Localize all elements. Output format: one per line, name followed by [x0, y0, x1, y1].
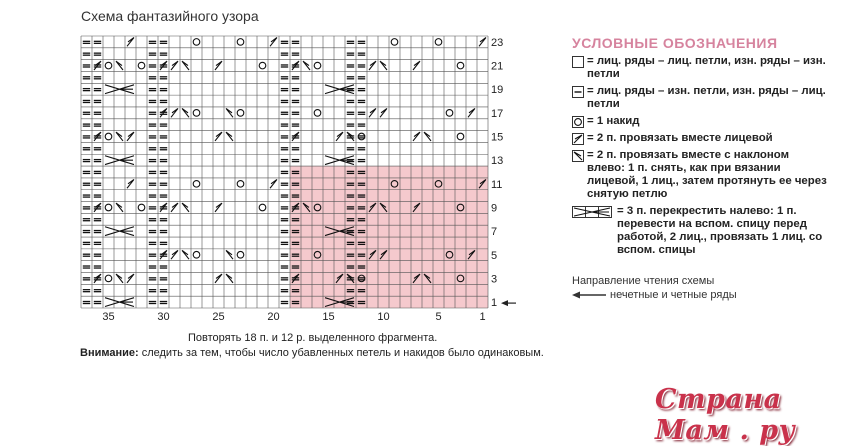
yo-mark: [193, 110, 200, 117]
column-label: 30: [157, 311, 170, 323]
yo-mark: [457, 133, 464, 140]
row-label: 21: [491, 60, 504, 73]
row-label: 5: [491, 249, 498, 262]
legend-item-text: = лиц. ряды – изн. петли, изн. ряды – лиц. петли: [587, 85, 826, 110]
skp-mark: [116, 203, 123, 212]
k2tog-mark: [479, 38, 486, 47]
legend-item-empty-cell: [572, 55, 852, 81]
skp-mark: [116, 61, 123, 70]
repeat-note: Повторять 18 п. и 12 р. выделенного фрагмента.: [188, 332, 438, 344]
k2tog-mark: [270, 38, 277, 47]
yo-mark: [138, 62, 145, 69]
legend-item-text: = 1 накид: [587, 115, 640, 127]
k2tog-mark: [171, 108, 178, 117]
k2tog-mark: [336, 132, 343, 141]
legend-item-cross3-cell: [572, 205, 852, 257]
skp-mark: [226, 132, 233, 141]
site-watermark: Страна Мам . ру: [655, 384, 796, 446]
row-1-arrow: [501, 300, 516, 306]
row-label: 23: [491, 36, 504, 49]
yo-mark: [237, 39, 244, 46]
left-arrow-icon: [572, 291, 606, 299]
chart-title: Схема фантазийного узора: [81, 8, 259, 24]
legend-item-text: = 3 п. перекрестить налево: 1 п. перевести на вспом. спицу перед работой, 2 лиц., провязать 1 лиц. со вспом. спицы: [617, 205, 823, 256]
yo-mark: [105, 62, 112, 69]
skp-mark: [424, 132, 431, 141]
yo-mark: [446, 110, 453, 117]
legend-item-k2tog-cell: [572, 132, 852, 145]
yo-mark: [138, 204, 145, 211]
yo-mark: [314, 62, 321, 69]
legend: [572, 35, 852, 261]
yo-mark: [237, 110, 244, 117]
cross3-mark: [105, 156, 134, 165]
yo-mark: [237, 251, 244, 258]
yo-mark: [105, 204, 112, 211]
row-label: 13: [491, 155, 504, 168]
reading-direction-label: нечетные и четные ряды: [610, 289, 737, 301]
yo-mark: [435, 39, 442, 46]
k2tog-mark: [468, 108, 475, 117]
row-label: 1: [491, 297, 498, 310]
k2tog-cell-icon: [572, 133, 584, 145]
column-label: 25: [212, 311, 225, 323]
yo-mark: [391, 39, 398, 46]
k2tog-mark: [215, 61, 222, 70]
warning-text: следить за тем, чтобы число убавленных петель и накидов было одинаковым.: [138, 347, 544, 359]
skp-mark: [226, 250, 233, 259]
yo-mark: [193, 181, 200, 188]
empty-cell-icon: [572, 56, 584, 68]
skp-mark: [182, 108, 189, 117]
legend-item-skp-cell: [572, 149, 852, 201]
k2tog-mark: [127, 274, 134, 283]
row-label: 19: [491, 84, 504, 97]
yo-mark: [105, 275, 112, 282]
legend-item-dash-cell: [572, 85, 852, 111]
knitting-chart: [0, 0, 520, 330]
k2tog-mark: [171, 250, 178, 259]
yo-mark: [193, 39, 200, 46]
k2tog-mark: [369, 108, 376, 117]
skp-mark: [380, 61, 387, 70]
legend-title: УСЛОВНЫЕ ОБОЗНАЧЕНИЯ: [572, 35, 778, 51]
legend-item-text: = 2 п. провязать вместе лицевой: [587, 132, 773, 144]
skp-mark: [116, 274, 123, 283]
column-label: 15: [322, 311, 335, 323]
k2tog-mark: [215, 203, 222, 212]
column-label: 1: [479, 311, 486, 323]
warning-note: [80, 347, 544, 359]
skp-mark: [182, 61, 189, 70]
dash-cell-icon: [572, 86, 584, 98]
skp-mark: [182, 203, 189, 212]
reading-direction-title: Направление чтения схемы: [572, 275, 715, 287]
k2tog-mark: [171, 61, 178, 70]
row-label: 15: [491, 131, 504, 144]
row-label: 11: [491, 178, 503, 191]
warning-label: Внимание:: [80, 347, 139, 359]
cross3-mark: [325, 85, 354, 94]
k2tog-mark: [127, 38, 134, 47]
column-label: 35: [102, 311, 115, 323]
yo-mark: [237, 181, 244, 188]
k2tog-mark: [413, 61, 420, 70]
skp-mark: [116, 132, 123, 141]
row-label: 17: [491, 107, 504, 120]
row-label: 9: [491, 202, 498, 215]
k2tog-mark: [215, 274, 222, 283]
cross3-mark: [325, 156, 354, 165]
row-label: 3: [491, 273, 498, 286]
skp-cell-icon: [572, 150, 584, 162]
yo-mark: [105, 133, 112, 140]
column-label: 20: [267, 311, 280, 323]
yo-mark: [259, 204, 266, 211]
k2tog-mark: [215, 132, 222, 141]
row-arrow-head: [501, 300, 508, 306]
legend-item-text: = 2 п. провязать вместе с наклоном влево: 1 п. снять, как при вязании лицевой, 1 лиц., затем протянуть ее через снятую петлю: [587, 149, 827, 200]
yo-mark: [314, 110, 321, 117]
legend-item-text: = лиц. ряды – лиц. петли, изн. ряды – изн. петли: [587, 55, 826, 80]
legend-item-yo-cell: [572, 115, 852, 128]
cross3-cell-icon: [572, 206, 614, 218]
k2tog-mark: [127, 179, 134, 188]
column-label: 10: [377, 311, 390, 323]
skp-mark: [226, 108, 233, 117]
cross3-mark: [105, 227, 134, 236]
k2tog-mark: [127, 132, 134, 141]
k2tog-mark: [413, 132, 420, 141]
k2tog-mark: [380, 108, 387, 117]
column-label: 5: [435, 311, 442, 323]
row-label: 7: [491, 226, 498, 239]
cross3-mark: [105, 298, 134, 307]
yo-mark: [193, 251, 200, 258]
skp-mark: [303, 61, 310, 70]
reading-direction-row: [572, 289, 737, 301]
yo-mark: [259, 62, 266, 69]
cross3-mark: [105, 85, 134, 94]
skp-mark: [182, 250, 189, 259]
skp-mark: [226, 274, 233, 283]
k2tog-mark: [171, 203, 178, 212]
yo-mark: [457, 62, 464, 69]
k2tog-mark: [369, 61, 376, 70]
legend-items: [572, 55, 852, 257]
k2tog-mark: [270, 179, 277, 188]
yo-cell-icon: [572, 116, 584, 128]
